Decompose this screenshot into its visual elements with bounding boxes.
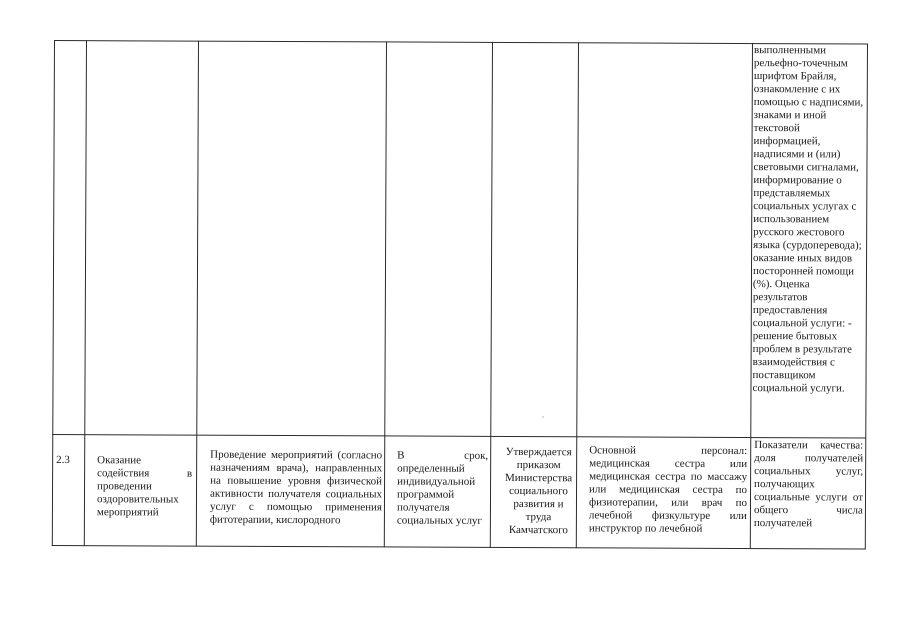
service-term-cell: В срок, определенный индивидуальной программой получателя социальных услуг: [396, 449, 489, 527]
services-table: [52, 40, 868, 550]
upper-row-criteria-cell: выполненными рельефно-точечным шрифтом Брайля, ознакомление с их помощью с надписями, знаками и иной текстовой информацией, надписями и (или) световыми сигналами, информирование о представляемых социальных услугах с использованием русского жестового языка (сурдоперевода); оказание иных видов посторонней помощи (%). Оценка результатов предоставления социальной услуги: - решение бытовых проблем в результате взаимодействия с поставщиком социальной услуги.: [752, 44, 864, 395]
scan-artifact: [542, 416, 544, 418]
column-divider: [490, 42, 493, 548]
quality-indicators-cell: Показатели качества: доля получателей социальных услуг, получающих социальные услуги от общего числа получателей: [753, 439, 864, 530]
column-divider: [384, 41, 387, 547]
service-name-cell: Оказание содействия в проведении оздоровительных мероприятий: [96, 454, 193, 519]
service-tariff-cell: Утверждается приказом Министерства социального развития и труда Камчатского: [504, 445, 573, 537]
service-staff-cell: Основной персонал: медицинская сестра или медицинская сестра по массажу или медицинская сестра по физиотерапии, или врач по лечебной физкультуре или инструктор по лечебной: [588, 444, 748, 535]
column-divider: [84, 40, 87, 546]
service-description-cell: Проведение мероприятий (согласно назначениям врача), направленных на повышение уровня физической активности получателя социальных услуг с помощью применения фитотерапии, кислородного: [209, 448, 383, 527]
row-number-cell: 2.3: [56, 454, 70, 467]
table-border-top: [54, 40, 868, 45]
column-divider: [196, 41, 199, 547]
column-divider: [576, 42, 579, 548]
table-border-left: [52, 40, 55, 546]
row-divider: [52, 434, 866, 439]
